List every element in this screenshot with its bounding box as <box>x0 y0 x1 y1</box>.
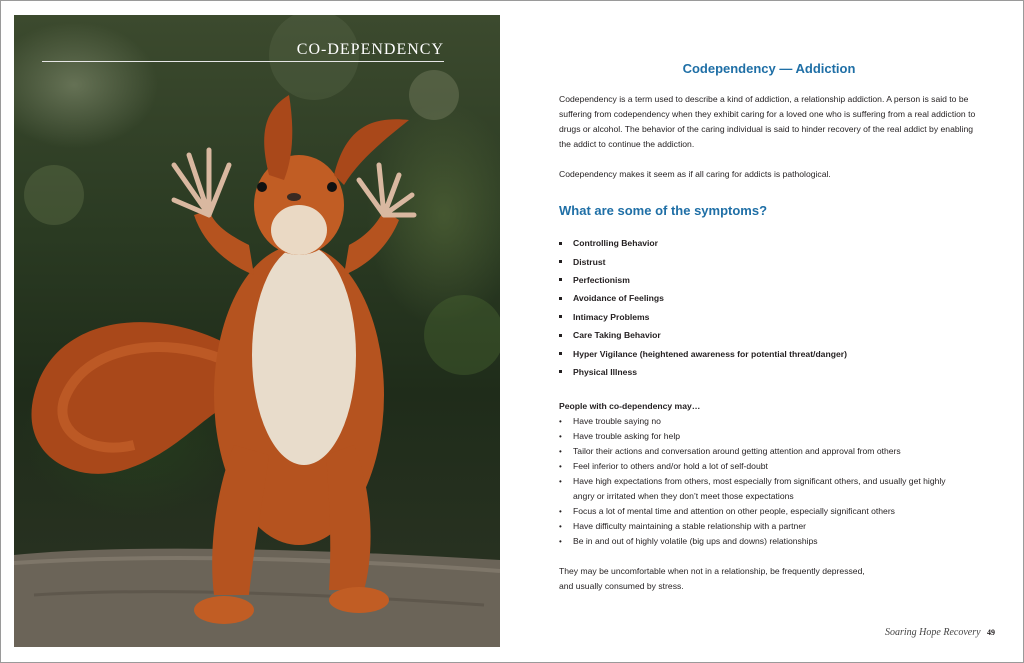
closing-line: They may be uncomfortable when not in a relationship, be frequently depressed, <box>559 566 865 576</box>
bullet-icon: • <box>559 432 562 441</box>
may-item-text: Have difficulty maintaining a stable relationship with a partner <box>573 521 806 531</box>
may-item <box>559 444 969 459</box>
symptom-item <box>559 308 847 326</box>
symptom-label: Controlling Behavior <box>573 238 658 249</box>
square-bullet-icon <box>559 260 562 263</box>
may-item-text: Be in and out of highly volatile (big ups and downs) relationships <box>573 536 818 546</box>
may-item-text: Focus a lot of mental time and attention on other people, especially significant others <box>573 506 895 516</box>
may-item <box>559 519 969 534</box>
bullet-icon: • <box>559 417 562 426</box>
closing-paragraph <box>559 564 979 594</box>
symptom-item <box>559 289 847 307</box>
square-bullet-icon <box>559 370 562 373</box>
symptom-label: Intimacy Problems <box>573 311 650 322</box>
may-item <box>559 504 969 519</box>
may-item-text: Feel inferior to others and/or hold a lot of self-doubt <box>573 461 768 471</box>
may-item-text: Have trouble saying no <box>573 416 661 426</box>
may-item-text: Tailor their actions and conversation around getting attention and approval from others <box>573 446 901 456</box>
symptom-label: Avoidance of Feelings <box>573 293 664 304</box>
squirrel-illustration <box>14 15 500 647</box>
symptom-item <box>559 344 847 362</box>
footer-brand: Soaring Hope Recovery <box>885 627 981 638</box>
bullet-icon: • <box>559 522 562 531</box>
intro-paragraph: Codependency is a term used to describe a kind of addiction, a relationship addiction. A person is said to be suffering from codependency when they exhibit caring for a loved one who is suffering from a real addiction to drugs or alcohol. The behavior of the caring individual is said to hinder recovery of the real addict by enabling the addict to continue the addiction. <box>559 94 976 149</box>
symptom-item <box>559 252 847 270</box>
symptoms-heading: What are some of the symptoms? <box>559 203 768 218</box>
page-title: Codependency — Addiction <box>682 61 856 76</box>
may-item <box>559 414 969 429</box>
may-item <box>559 474 969 504</box>
symptom-item <box>559 234 847 252</box>
may-item-text: Have trouble asking for help <box>573 431 681 441</box>
closing-line: and usually consumed by stress. <box>559 581 684 591</box>
square-bullet-icon <box>559 315 562 318</box>
bullet-icon: • <box>559 507 562 516</box>
square-bullet-icon <box>559 297 562 300</box>
square-bullet-icon <box>559 242 562 245</box>
symptom-label: Distrust <box>573 256 606 267</box>
may-item <box>559 459 969 474</box>
page-number: 49 <box>987 628 995 637</box>
squirrel-photo <box>14 15 500 647</box>
photo-title-rule <box>42 41 444 62</box>
may-item <box>559 534 969 549</box>
may-list <box>559 414 969 549</box>
symptom-label: Perfectionism <box>573 274 630 285</box>
symptoms-list <box>559 234 847 381</box>
photo-title: CO-DEPENDENCY <box>296 41 444 58</box>
may-item-text: Have high expectations from others, most especially from significant others, and usually get highly angry or irritated when they don’t meet those expectations <box>573 476 946 501</box>
square-bullet-icon <box>559 278 562 281</box>
bullet-icon: • <box>559 477 562 486</box>
symptom-item <box>559 363 847 381</box>
square-bullet-icon <box>559 334 562 337</box>
symptom-label: Hyper Vigilance (heightened awareness for potential threat/danger) <box>573 348 847 359</box>
may-item <box>559 429 969 444</box>
may-heading: People with co-dependency may… <box>559 401 701 411</box>
square-bullet-icon <box>559 352 562 355</box>
bullet-icon: • <box>559 462 562 471</box>
second-paragraph: Codependency makes it seem as if all caring for addicts is pathological. <box>559 169 831 179</box>
bullet-icon: • <box>559 447 562 456</box>
bullet-icon: • <box>559 537 562 546</box>
symptom-label: Care Taking Behavior <box>573 330 661 341</box>
symptom-item <box>559 271 847 289</box>
symptom-item <box>559 326 847 344</box>
symptom-label: Physical Illness <box>573 366 638 377</box>
